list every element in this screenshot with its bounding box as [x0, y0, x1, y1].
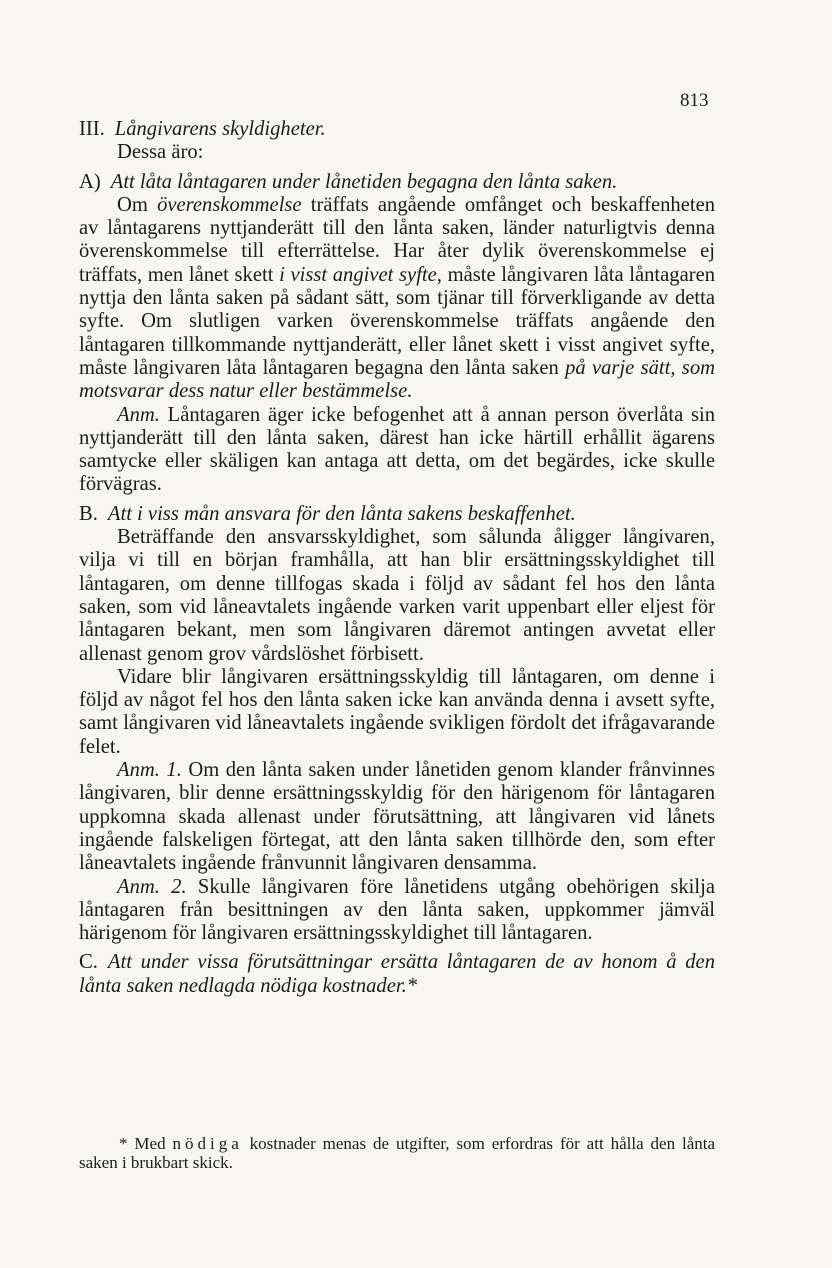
paragraph-a1: [79, 194, 715, 404]
section-heading: [79, 118, 715, 141]
subsection-a-label: A): [79, 170, 101, 193]
subsection-b-heading: [79, 503, 715, 526]
note-a: [79, 404, 715, 497]
paragraph-b2: Vidare blir långivaren ersättningsskyldig till låntagaren, om denne i följd av något fel hos den lånta saken icke kan använda denna i avsett syfte, samt långivaren vid låneavtalets ingående svikligen fördolt det ifrågavarande felet.: [79, 665, 715, 758]
subsection-c-label: C.: [79, 951, 98, 974]
heading-number: III.: [79, 118, 105, 140]
paragraph-b1: Beträffande den ansvarsskyldighet, som sålunda åligger långivaren, vilja vi till en början framhålla, att han blir ersättningsskyldighet till låntagaren, om denne tillfogas skada i följd av sådant fel hos den lånta saken, som vid låneavtalets ingående varken varit uppenbart eller eljest för låntagaren bekant, men som långivaren däremot antingen avvetat eller allenast genom grov vårdslöshet förbisett.: [79, 526, 715, 665]
subsection-c-title: Att under vissa förutsättningar ersätta låntagaren de av honom å den lånta saken nedlagda nödiga kostnader.*: [79, 951, 715, 997]
text-run: måste långivaren låta låntagaren nyttja den lånta saken på sådant sätt, som tjänar till förverkligande av detta syfte. Om slutligen varken överenskommelse träffats angående den låntagaren tillkommande nyttjanderätt, eller lånet skett i visst angivet syfte, måste långivaren låta låntagaren begagna den lånta saken: [79, 263, 715, 379]
page-number: 813: [680, 90, 709, 111]
body-text: [79, 118, 715, 998]
subsection-a-heading: [79, 171, 715, 194]
footnote-text: kostnader menas de utgifter, som erfordras för att hålla den lånta saken i brukbart skick.: [79, 1134, 716, 1172]
subsection-b-label: B.: [79, 502, 98, 525]
note-text: Om den lånta saken under lånetiden genom klander frånvinnes långivaren, blir denne ersättningsskyldig för den härigenom för låntagaren uppkomna skada allenast under förutsättning, att långivaren vid lånets ingående falskeligen förtegat, att den lånta saken tillhörde den, som efter låneavtalets ingående frånvunnit långivaren densamma.: [79, 759, 715, 875]
italic-run: på varje sätt, som motsvarar dess natur eller bestämmelse.: [79, 356, 715, 403]
note-label: Anm. 1.: [117, 759, 182, 782]
footnote-emphasis: nödiga: [172, 1134, 243, 1153]
text-run: träffats angående omfånget och beskaffenheten av låntagarens nyttjanderätt till den lånta saken, länder naturligtvis denna överenskommelse till efterrättelse. Har åter dylik överenskommelse ej träffats, men lånet skett: [79, 193, 716, 286]
italic-run: överenskommelse: [157, 193, 302, 216]
note-label: Anm.: [117, 403, 160, 426]
intro-line: Dessa äro:: [117, 141, 204, 164]
footnote-text: Med: [127, 1134, 173, 1153]
subsection-a-title: Att låta låntagaren under lånetiden begagna den lånta saken.: [110, 170, 618, 193]
footnote-mark: *: [119, 1134, 128, 1153]
note-text: Låntagaren äger icke befogenhet att å annan person överlåta sin nyttjanderätt till den lånta saken, därest han icke härtill erhållit ägarens samtycke eller skäligen kan antaga att detta, om det begärdes, icke skulle förvägras.: [79, 403, 715, 496]
subsection-b-title: Att i viss mån ansvara för den lånta sakens beskaffenhet.: [107, 502, 576, 525]
note-text: Skulle långivaren före lånetidens utgång obehörigen skilja låntagaren från besittningen av den lånta saken, uppkommer jämväl härigenom för långivaren ersättningsskyldighet till låntagaren.: [79, 875, 715, 945]
subsection-c-heading: [79, 951, 715, 998]
footnote: [79, 1134, 715, 1172]
italic-run: i visst angivet syfte,: [279, 263, 442, 286]
note-b1: [79, 759, 715, 875]
heading-title: Långivarens skyldigheter.: [114, 118, 326, 140]
note-b2: [79, 876, 715, 946]
note-label: Anm. 2.: [117, 875, 187, 898]
text-run: Om: [117, 193, 158, 216]
